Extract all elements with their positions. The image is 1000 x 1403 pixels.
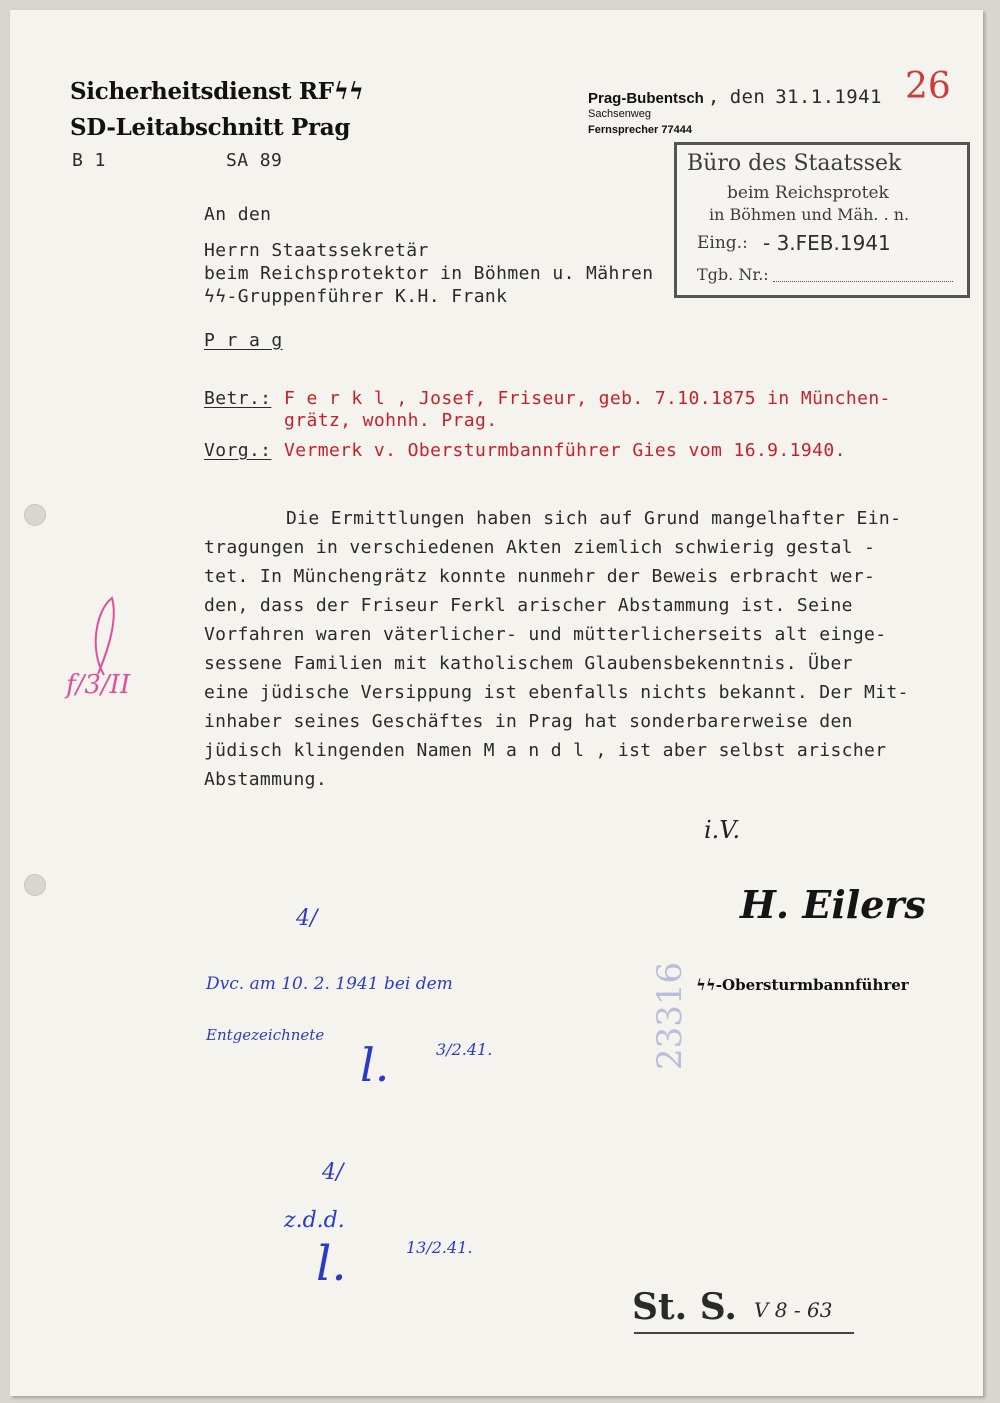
blue-note-mark-1: 4/ (296, 906, 318, 931)
punch-hole-bottom (24, 874, 46, 896)
ss-rune-mark: ϟϟ (696, 976, 716, 994)
document-sheet (10, 10, 983, 1396)
recipient-line-1: An den (204, 204, 272, 225)
reference-right: SA 89 (226, 150, 283, 171)
reference-left: B 1 (72, 150, 106, 171)
body-line: Vorfahren waren väterlicher- und mütterlicherseits alt einge- (204, 624, 887, 645)
place-separator: , (707, 86, 720, 108)
stamp-line-2: beim Reichsprotek (727, 183, 889, 203)
recipient-name: -Gruppenführer K.H. Frank (226, 286, 508, 307)
stamp-eing-date: - 3.FEB.1941 (763, 231, 891, 255)
recipient-line-4 (204, 286, 507, 307)
stamp-line-3: in Böhmen und Mäh. . n. (709, 205, 910, 224)
punch-hole-top (24, 504, 46, 526)
body-line: jüdisch klingenden Namen M a n d l , ist aber selbst arischer (204, 740, 887, 761)
sender-service-name: Sicherheitsdienst RF (70, 78, 334, 105)
body-line: den, dass der Friseur Ferkl arischer Abstammung ist. Seine (204, 595, 853, 616)
sender-line-1 (70, 78, 363, 105)
receipt-stamp (674, 142, 970, 298)
street-address: Sachsenweg (588, 108, 651, 120)
vorg-label: Vorg.: (204, 440, 272, 461)
blue-zdd-note: z.d.d. (284, 1208, 345, 1233)
red-margin-note: f/3/II (66, 670, 131, 700)
iv-note: i.V. (704, 816, 741, 844)
rank-title: -Obersturmbannführer (715, 976, 909, 994)
blue-date-1: 3/2.41. (436, 1040, 493, 1059)
recipient-line-3: beim Reichsprotektor in Böhmen u. Mähren (204, 263, 654, 284)
stamp-line-1: Büro des Staatssek (687, 151, 902, 176)
body-line: sessene Familien mit katholischem Glaubensbekenntnis. Über (204, 653, 853, 674)
phone-number: Fernsprecher 77444 (588, 124, 692, 136)
letter-date: 31.1.1941 (775, 86, 882, 108)
st-s-underline (634, 1332, 854, 1334)
place-date-line (588, 86, 882, 108)
betr-text-line-1: F e r k l , Josef, Friseur, geb. 7.10.1875 in München- (284, 388, 891, 409)
body-line: Abstammung. (204, 769, 328, 790)
date-prefix: den (729, 86, 766, 108)
body-line: tragungen in verschiedenen Akten ziemlich schwierig gestal - (204, 537, 876, 558)
betr-text-line-2: grätz, wohnh. Prag. (284, 410, 498, 431)
red-margin-flourish (84, 590, 124, 680)
signature-name: H. Eilers (740, 882, 926, 927)
recipient-city: P r a g (204, 330, 283, 351)
blue-note-line-1: Dvc. am 10. 2. 1941 bei dem (206, 974, 453, 994)
vorg-text: Vermerk v. Obersturmbannführer Gies vom 16.9.1940. (284, 440, 846, 461)
body-line: inhaber seines Geschäftes in Prag hat sonderbarerweise den (204, 711, 853, 732)
body-line: Die Ermittlungen haben sich auf Grund mangelhafter Ein- (286, 508, 902, 529)
body-line: tet. In Münchengrätz konnte nunmehr der Beweis erbracht wer- (204, 566, 876, 587)
archive-number-stamp: 23316 (650, 961, 690, 1070)
blue-note-mark-2: 4/ (322, 1160, 344, 1185)
ss-rune-mark: ϟϟ (204, 286, 227, 307)
st-s-reference: V 8 - 63 (754, 1298, 833, 1322)
st-s-label: St. S. (632, 1286, 737, 1328)
signature-rank (696, 976, 909, 994)
place-name: Prag-Bubentsch (588, 90, 704, 107)
folio-number: 26 (905, 66, 951, 107)
ss-rune-mark: ϟϟ (333, 78, 364, 105)
recipient-line-2: Herrn Staatssekretär (204, 240, 429, 261)
blue-date-2: 13/2.41. (406, 1238, 473, 1257)
stamp-tgb-label: Tgb. Nr.: (697, 265, 769, 284)
stamp-eing-label: Eing.: (697, 233, 748, 253)
blue-initial-2: l. (316, 1236, 347, 1292)
body-line: eine jüdische Versippung ist ebenfalls nichts bekannt. Der Mit- (204, 682, 909, 703)
blue-note-line-2: Entgezeichnete (206, 1026, 325, 1044)
sender-line-2: SD-Leitabschnitt Prag (70, 114, 351, 141)
stamp-tgb-line (773, 281, 953, 282)
blue-initial-1: l. (360, 1038, 390, 1092)
betr-label: Betr.: (204, 388, 272, 409)
